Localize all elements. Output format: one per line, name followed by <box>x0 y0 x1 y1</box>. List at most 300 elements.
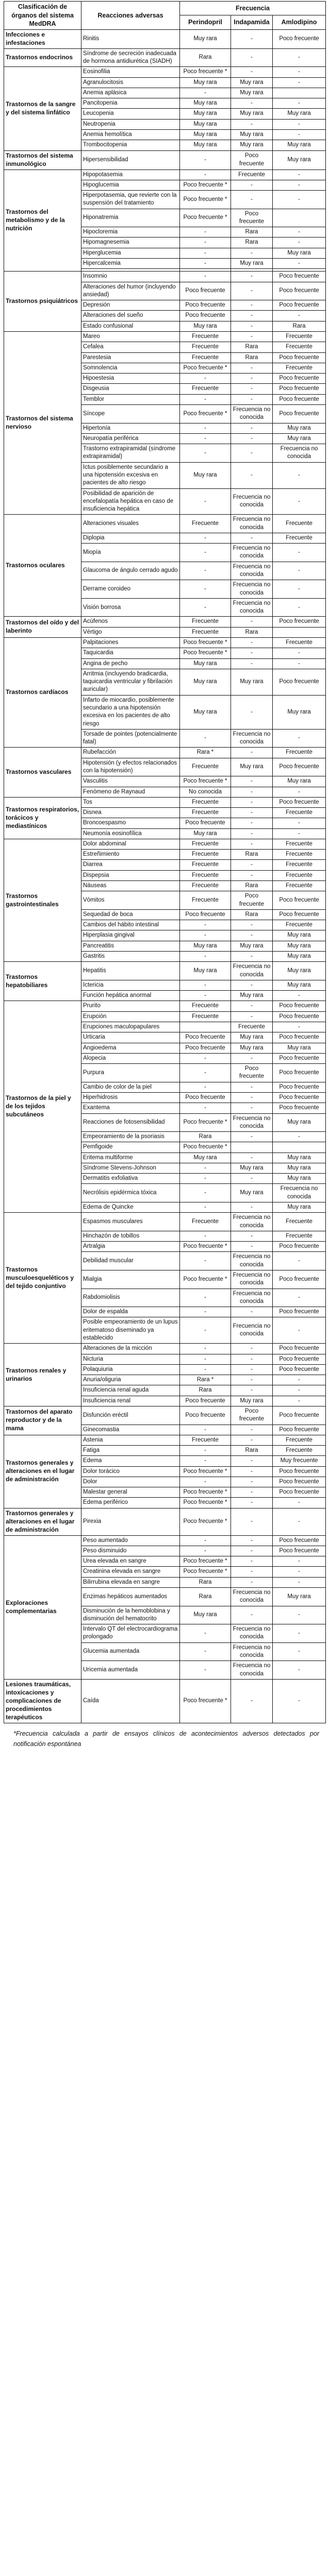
soc-cell: Trastornos de la sangre y del sistema linfático <box>4 67 81 150</box>
freq-amlodipino: - <box>273 191 326 209</box>
freq-perindopril: Frecuente <box>180 808 231 818</box>
freq-perindopril: - <box>180 544 231 562</box>
table-row <box>4 797 326 807</box>
freq-indapamida: - <box>231 808 273 818</box>
freq-perindopril: - <box>180 1252 231 1270</box>
freq-perindopril: - <box>180 1425 231 1435</box>
freq-perindopril: Frecuente <box>180 342 231 352</box>
freq-perindopril: - <box>180 1344 231 1354</box>
freq-perindopril: Poco frecuente * <box>180 1487 231 1498</box>
reaction-cell: Fenómeno de Raynaud <box>81 787 180 797</box>
reaction-cell: Erupción <box>81 1011 180 1022</box>
freq-amlodipino: Muy rara <box>273 1588 326 1606</box>
freq-amlodipino: Poco frecuente <box>273 797 326 807</box>
freq-amlodipino: Poco frecuente <box>273 404 326 423</box>
freq-perindopril: - <box>180 272 231 282</box>
freq-indapamida: - <box>231 1354 273 1364</box>
freq-amlodipino <box>273 627 326 637</box>
reaction-cell: Espasmos musculares <box>81 1213 180 1231</box>
freq-perindopril: - <box>180 1163 231 1173</box>
freq-amlodipino: Poco frecuente <box>273 1364 326 1375</box>
freq-perindopril: Frecuente <box>180 1001 231 1011</box>
freq-amlodipino: Poco frecuente <box>273 1477 326 1487</box>
reaction-cell: Insuficiencia renal <box>81 1396 180 1406</box>
freq-indapamida: - <box>231 980 273 990</box>
header-drug-amlodipino: Amlodipino <box>273 15 326 29</box>
reaction-cell: Alteraciones visuales <box>81 515 180 533</box>
table-row <box>4 839 326 849</box>
freq-indapamida: - <box>231 1092 273 1103</box>
freq-amlodipino: - <box>273 67 326 77</box>
freq-perindopril: - <box>180 374 231 384</box>
reaction-cell: Eosinofilia <box>81 67 180 77</box>
freq-perindopril: Muy rara <box>180 130 231 140</box>
freq-perindopril: Rara <box>180 1385 231 1396</box>
freq-indapamida: - <box>231 1082 273 1092</box>
freq-perindopril: Frecuente <box>180 1213 231 1231</box>
freq-perindopril: Frecuente <box>180 891 231 910</box>
freq-perindopril: Muy rara <box>180 1606 231 1624</box>
freq-perindopril: - <box>180 1546 231 1556</box>
soc-cell: Trastornos psiquiátricos <box>4 272 81 332</box>
freq-perindopril: Poco frecuente * <box>180 209 231 227</box>
reaction-cell: Hipersensibilidad <box>81 150 180 170</box>
freq-indapamida: - <box>231 920 273 930</box>
freq-indapamida: - <box>231 321 273 331</box>
freq-perindopril: Frecuente <box>180 1011 231 1022</box>
freq-indapamida: Frecuencia no conocida <box>231 1642 273 1661</box>
soc-cell: Trastornos del aparato reproductor y de la mama <box>4 1406 81 1435</box>
freq-amlodipino: Muy rara <box>273 1174 326 1184</box>
freq-indapamida: - <box>231 363 273 373</box>
header-frequency: Frecuencia <box>180 2 326 15</box>
freq-amlodipino: - <box>273 828 326 839</box>
freq-indapamida: - <box>231 248 273 258</box>
reaction-cell: Angina de pecho <box>81 658 180 669</box>
freq-amlodipino: Poco frecuente <box>273 669 326 695</box>
freq-amlodipino: - <box>273 238 326 248</box>
soc-cell: Trastornos cardíacos <box>4 638 81 748</box>
freq-amlodipino: Muy rara <box>273 150 326 170</box>
freq-perindopril: Poco frecuente * <box>180 1113 231 1132</box>
freq-perindopril: Muy rara <box>180 462 231 488</box>
freq-indapamida: Frecuencia no conocida <box>231 1289 273 1307</box>
freq-amlodipino: Frecuente <box>273 870 326 880</box>
freq-perindopril: Poco frecuente <box>180 1406 231 1425</box>
reaction-cell: Acúfenos <box>81 617 180 627</box>
reaction-cell: Somnolencia <box>81 363 180 373</box>
freq-indapamida: - <box>231 1385 273 1396</box>
freq-perindopril: Muy rara <box>180 962 231 980</box>
freq-indapamida: Frecuencia no conocida <box>231 1270 273 1289</box>
reaction-cell: Malestar general <box>81 1487 180 1498</box>
freq-perindopril: - <box>180 598 231 617</box>
freq-indapamida: Rara <box>231 881 273 891</box>
freq-indapamida: Frecuencia no conocida <box>231 515 273 533</box>
freq-indapamida <box>231 1142 273 1153</box>
freq-amlodipino: Poco frecuente <box>273 1064 326 1082</box>
table-row <box>4 67 326 77</box>
reaction-cell: Edema <box>81 1456 180 1466</box>
reaction-cell: Gastritis <box>81 952 180 962</box>
soc-cell: Trastornos del metabolismo y de la nutrición <box>4 170 81 272</box>
reaction-cell: Urea elevada en sangre <box>81 1556 180 1567</box>
freq-amlodipino: - <box>273 544 326 562</box>
freq-perindopril: - <box>180 1642 231 1661</box>
freq-perindopril: Frecuente <box>180 627 231 637</box>
freq-amlodipino: Poco frecuente <box>273 394 326 404</box>
reaction-cell: Dispepsia <box>81 870 180 880</box>
freq-indapamida: - <box>231 180 273 190</box>
reaction-cell: Peso disminuido <box>81 1546 180 1556</box>
freq-indapamida: Frecuencia no conocida <box>231 404 273 423</box>
freq-indapamida: - <box>231 776 273 787</box>
reaction-cell: Diplopia <box>81 533 180 543</box>
freq-perindopril: - <box>180 1317 231 1344</box>
freq-indapamida: Rara <box>231 352 273 363</box>
freq-perindopril: - <box>180 259 231 269</box>
freq-indapamida: Muy rara <box>231 77 273 88</box>
reaction-cell: Ictus posiblemente secundario a una hipotensión excesiva en pacientes de alto riesgo <box>81 462 180 488</box>
reaction-cell: Trastorno extrapiramidal (síndrome extrapiramidal) <box>81 444 180 463</box>
freq-amlodipino: Frecuente <box>273 808 326 818</box>
freq-amlodipino: Poco frecuente <box>273 1082 326 1092</box>
soc-cell: Trastornos generales y alteraciones en el lugar de administración <box>4 1435 81 1508</box>
freq-indapamida: Muy rara <box>231 259 273 269</box>
reaction-cell: Glaucoma de ángulo cerrado agudo <box>81 562 180 580</box>
freq-indapamida: - <box>231 311 273 321</box>
freq-amlodipino <box>273 88 326 98</box>
freq-perindopril: Frecuente <box>180 515 231 533</box>
footnote: *Frecuencia calculada a partir de ensayos clínicos de acontecimientos adversos detectados por notificación espontánea <box>13 1730 319 1748</box>
reaction-cell: Sequedad de boca <box>81 909 180 920</box>
freq-indapamida: Muy rara <box>231 1184 273 1202</box>
freq-amlodipino: Poco frecuente <box>273 1270 326 1289</box>
freq-amlodipino: Poco frecuente <box>273 1001 326 1011</box>
freq-perindopril: Poco frecuente * <box>180 1498 231 1508</box>
freq-perindopril: - <box>180 1535 231 1546</box>
freq-indapamida: - <box>231 1053 273 1063</box>
freq-amlodipino: - <box>273 1661 326 1680</box>
freq-amlodipino: Poco frecuente <box>273 1546 326 1556</box>
freq-perindopril: - <box>180 1174 231 1184</box>
reaction-cell: Peso aumentado <box>81 1535 180 1546</box>
freq-indapamida: Poco frecuente <box>231 209 273 227</box>
table-row <box>4 170 326 180</box>
table-row <box>4 1679 326 1723</box>
table-row <box>4 272 326 282</box>
freq-amlodipino: Poco frecuente <box>273 1032 326 1043</box>
freq-amlodipino: - <box>273 1624 326 1643</box>
freq-indapamida: Frecuencia no conocida <box>231 1624 273 1643</box>
freq-perindopril: Poco frecuente * <box>180 191 231 209</box>
freq-perindopril: - <box>180 444 231 463</box>
freq-perindopril: Poco frecuente * <box>180 1142 231 1153</box>
freq-indapamida: - <box>231 332 273 342</box>
freq-indapamida: Frecuencia no conocida <box>231 562 273 580</box>
freq-amlodipino: - <box>273 119 326 129</box>
reaction-cell: Hiperhidrosis <box>81 1092 180 1103</box>
reaction-cell: Caída <box>81 1679 180 1723</box>
table-row <box>4 638 326 648</box>
freq-amlodipino: Muy rara <box>273 1163 326 1173</box>
freq-indapamida: - <box>231 695 273 729</box>
freq-perindopril: - <box>180 1202 231 1213</box>
reaction-cell: Disminución de la hemoblobina y disminución del hematocrito <box>81 1606 180 1624</box>
freq-perindopril: Muy rara <box>180 695 231 729</box>
freq-perindopril: Poco frecuente * <box>180 1556 231 1567</box>
freq-perindopril: - <box>180 930 231 941</box>
freq-perindopril: No conocida <box>180 787 231 797</box>
reaction-cell: Parestesia <box>81 352 180 363</box>
freq-amlodipino: Frecuente <box>273 638 326 648</box>
freq-amlodipino: - <box>273 227 326 238</box>
freq-amlodipino: - <box>273 1606 326 1624</box>
freq-indapamida: - <box>231 787 273 797</box>
freq-amlodipino: Poco frecuente <box>273 29 326 48</box>
freq-indapamida: Frecuencia no conocida <box>231 580 273 599</box>
freq-amlodipino: Frecuente <box>273 1213 326 1231</box>
freq-indapamida: - <box>231 1307 273 1317</box>
freq-perindopril: Poco frecuente * <box>180 404 231 423</box>
freq-amlodipino: Frecuente <box>273 748 326 758</box>
freq-indapamida: - <box>231 1577 273 1587</box>
freq-indapamida: - <box>231 1556 273 1567</box>
freq-indapamida: Rara <box>231 627 273 637</box>
freq-indapamida: Rara <box>231 909 273 920</box>
freq-perindopril: Poco frecuente * <box>180 638 231 648</box>
freq-amlodipino: Poco frecuente <box>273 1053 326 1063</box>
freq-amlodipino: - <box>273 787 326 797</box>
freq-indapamida: - <box>231 1242 273 1252</box>
freq-amlodipino: Frecuente <box>273 332 326 342</box>
freq-amlodipino: Poco frecuente <box>273 282 326 300</box>
soc-cell: Trastornos gastrointestinales <box>4 839 81 961</box>
freq-amlodipino: - <box>273 1567 326 1577</box>
freq-indapamida: - <box>231 48 273 67</box>
freq-perindopril: Frecuente <box>180 1435 231 1445</box>
reaction-cell: Vasculitis <box>81 776 180 787</box>
reaction-cell: Alteraciones del sueño <box>81 311 180 321</box>
freq-perindopril: Rara <box>180 1588 231 1606</box>
reaction-cell: Agranulocitosis <box>81 77 180 88</box>
freq-perindopril: - <box>180 88 231 98</box>
freq-amlodipino: - <box>273 1317 326 1344</box>
freq-amlodipino: Muy rara <box>273 962 326 980</box>
freq-amlodipino: - <box>273 130 326 140</box>
reaction-cell: Tos <box>81 797 180 807</box>
freq-perindopril: - <box>180 1446 231 1456</box>
reaction-cell: Cambio de color de la piel <box>81 1082 180 1092</box>
reaction-cell: Pancitopenia <box>81 98 180 109</box>
reaction-cell: Leucopenia <box>81 109 180 119</box>
reaction-cell: Disnea <box>81 808 180 818</box>
freq-amlodipino: Poco frecuente <box>273 374 326 384</box>
freq-perindopril: Frecuente <box>180 870 231 880</box>
freq-perindopril: Frecuente <box>180 758 231 776</box>
freq-indapamida: Muy rara <box>231 1032 273 1043</box>
freq-indapamida: Muy rara <box>231 130 273 140</box>
reaction-cell: Palpitaciones <box>81 638 180 648</box>
freq-indapamida: Muy rara <box>231 991 273 1001</box>
soc-cell: Trastornos oculares <box>4 515 81 617</box>
freq-indapamida: - <box>231 648 273 658</box>
reaction-cell: Trombocitopenia <box>81 140 180 150</box>
freq-perindopril: - <box>180 1354 231 1364</box>
table-row <box>4 29 326 48</box>
reaction-cell: Neuropatía periférica <box>81 433 180 444</box>
freq-amlodipino: Poco frecuente <box>273 909 326 920</box>
freq-perindopril: - <box>180 1624 231 1643</box>
freq-perindopril: - <box>180 920 231 930</box>
freq-perindopril: Muy rara <box>180 109 231 119</box>
reaction-cell: Disgeusia <box>81 384 180 394</box>
freq-indapamida: Frecuente <box>231 170 273 180</box>
table-row <box>4 150 326 170</box>
reaction-cell: Dolor torácico <box>81 1466 180 1477</box>
reaction-cell: Exantema <box>81 1103 180 1113</box>
reaction-cell: Intervalo QT del electrocardiograma prolongado <box>81 1624 180 1643</box>
freq-indapamida: - <box>231 839 273 849</box>
freq-amlodipino: - <box>273 180 326 190</box>
freq-amlodipino: Muy rara <box>273 980 326 990</box>
freq-amlodipino: - <box>273 1498 326 1508</box>
freq-perindopril: Rara <box>180 1577 231 1587</box>
freq-amlodipino: Poco frecuente <box>273 300 326 311</box>
reaction-cell: Visión borrosa <box>81 598 180 617</box>
freq-indapamida: - <box>231 860 273 870</box>
reaction-cell: Temblor <box>81 394 180 404</box>
freq-perindopril: - <box>180 1184 231 1202</box>
freq-indapamida: - <box>231 29 273 48</box>
reaction-cell: Purpura <box>81 1064 180 1082</box>
reaction-cell: Urticaria <box>81 1032 180 1043</box>
freq-perindopril: Rara * <box>180 1375 231 1385</box>
freq-amlodipino: Frecuente <box>273 1446 326 1456</box>
freq-perindopril: Muy rara <box>180 669 231 695</box>
freq-amlodipino: Frecuente <box>273 860 326 870</box>
freq-perindopril: Muy rara <box>180 98 231 109</box>
freq-perindopril <box>180 1022 231 1032</box>
freq-amlodipino: Poco frecuente <box>273 1092 326 1103</box>
freq-amlodipino: Frecuente <box>273 342 326 352</box>
freq-indapamida: Frecuencia no conocida <box>231 962 273 980</box>
freq-indapamida: - <box>231 930 273 941</box>
freq-indapamida: Muy rara <box>231 1043 273 1053</box>
freq-indapamida: - <box>231 272 273 282</box>
freq-indapamida: Frecuencia no conocida <box>231 544 273 562</box>
freq-amlodipino: - <box>273 1508 326 1535</box>
freq-perindopril: Poco frecuente * <box>180 1567 231 1577</box>
freq-amlodipino: Muy frecuente <box>273 1456 326 1466</box>
freq-amlodipino: Poco frecuente <box>273 758 326 776</box>
freq-perindopril: - <box>180 1064 231 1082</box>
reaction-cell: Hipopotasemia <box>81 170 180 180</box>
freq-perindopril: Rara * <box>180 748 231 758</box>
freq-amlodipino: Muy rara <box>273 1202 326 1213</box>
freq-indapamida: - <box>231 1477 273 1487</box>
soc-cell: Infecciones e infestaciones <box>4 29 81 48</box>
reaction-cell: Empeoramiento de la psoriasis <box>81 1132 180 1142</box>
freq-amlodipino: Muy rara <box>273 930 326 941</box>
freq-perindopril: Poco frecuente * <box>180 180 231 190</box>
freq-perindopril: Poco frecuente <box>180 300 231 311</box>
soc-cell: Trastornos respiratorios, torácicos y mediastínicos <box>4 797 81 839</box>
freq-perindopril: - <box>180 394 231 404</box>
reaction-cell: Creatinina elevada en sangre <box>81 1567 180 1577</box>
reaction-cell: Hipotensión (y efectos relacionados con la hipotensión) <box>81 758 180 776</box>
freq-perindopril: Muy rara <box>180 77 231 88</box>
freq-indapamida: - <box>231 1153 273 1163</box>
freq-indapamida: - <box>231 1231 273 1241</box>
freq-amlodipino: Muy rara <box>273 248 326 258</box>
table-row <box>4 1001 326 1011</box>
freq-perindopril: - <box>180 1477 231 1487</box>
freq-indapamida: Frecuencia no conocida <box>231 729 273 748</box>
freq-amlodipino: Frecuencia no conocida <box>273 444 326 463</box>
freq-perindopril: - <box>180 1456 231 1466</box>
freq-indapamida: Rara <box>231 238 273 248</box>
reaction-cell: Rubefacción <box>81 748 180 758</box>
freq-indapamida: - <box>231 1011 273 1022</box>
freq-amlodipino: Poco frecuente <box>273 1466 326 1477</box>
freq-amlodipino: - <box>273 562 326 580</box>
freq-perindopril: Poco frecuente <box>180 311 231 321</box>
freq-indapamida: - <box>231 119 273 129</box>
freq-perindopril: Poco frecuente * <box>180 1679 231 1723</box>
freq-indapamida: - <box>231 952 273 962</box>
freq-amlodipino: - <box>273 462 326 488</box>
freq-perindopril: Poco frecuente * <box>180 776 231 787</box>
reaction-cell: Pirexia <box>81 1508 180 1535</box>
freq-indapamida: - <box>231 1202 273 1213</box>
freq-indapamida: Rara <box>231 850 273 860</box>
freq-amlodipino: Muy rara <box>273 423 326 433</box>
soc-cell: Trastornos hepatobiliares <box>4 962 81 1001</box>
freq-indapamida: - <box>231 1425 273 1435</box>
freq-perindopril: Muy rara <box>180 119 231 129</box>
reaction-cell: Disfunción eréctil <box>81 1406 180 1425</box>
reaction-cell: Torsade de pointes (potencialmente fatal) <box>81 729 180 748</box>
freq-perindopril: Poco frecuente * <box>180 67 231 77</box>
freq-amlodipino: - <box>273 98 326 109</box>
freq-amlodipino: Muy rara <box>273 140 326 150</box>
header-reactions: Reacciones adversas <box>81 2 180 30</box>
reaction-cell: Artralgia <box>81 1242 180 1252</box>
soc-cell: Trastornos vasculares <box>4 748 81 797</box>
freq-indapamida: - <box>231 797 273 807</box>
freq-amlodipino: Poco frecuente <box>273 1344 326 1354</box>
reaction-cell: Miopía <box>81 544 180 562</box>
reaction-cell: Mareo <box>81 332 180 342</box>
reaction-cell: Enzimas hepáticos aumentados <box>81 1588 180 1606</box>
reaction-cell: Síndrome de secreción inadecuada de hormona antidiurética (SIADH) <box>81 48 180 67</box>
freq-amlodipino: Poco frecuente <box>273 617 326 627</box>
reaction-cell: Infarto de miocardio, posiblemente secundario a una hipotensión excesiva en los pacientes de alto riesgo <box>81 695 180 729</box>
freq-amlodipino: Muy rara <box>273 695 326 729</box>
freq-amlodipino: Poco frecuente <box>273 891 326 910</box>
freq-amlodipino: - <box>273 1252 326 1270</box>
freq-perindopril: - <box>180 533 231 543</box>
reaction-cell: Glucemia aumentada <box>81 1642 180 1661</box>
freq-perindopril: Poco frecuente <box>180 1092 231 1103</box>
header-drug-perindopril: Perindopril <box>180 15 231 29</box>
freq-amlodipino: Poco frecuente <box>273 1406 326 1425</box>
freq-amlodipino: Frecuente <box>273 515 326 533</box>
reaction-cell: Cefalea <box>81 342 180 352</box>
freq-amlodipino: Poco frecuente <box>273 1011 326 1022</box>
reaction-cell: Vértigo <box>81 627 180 637</box>
